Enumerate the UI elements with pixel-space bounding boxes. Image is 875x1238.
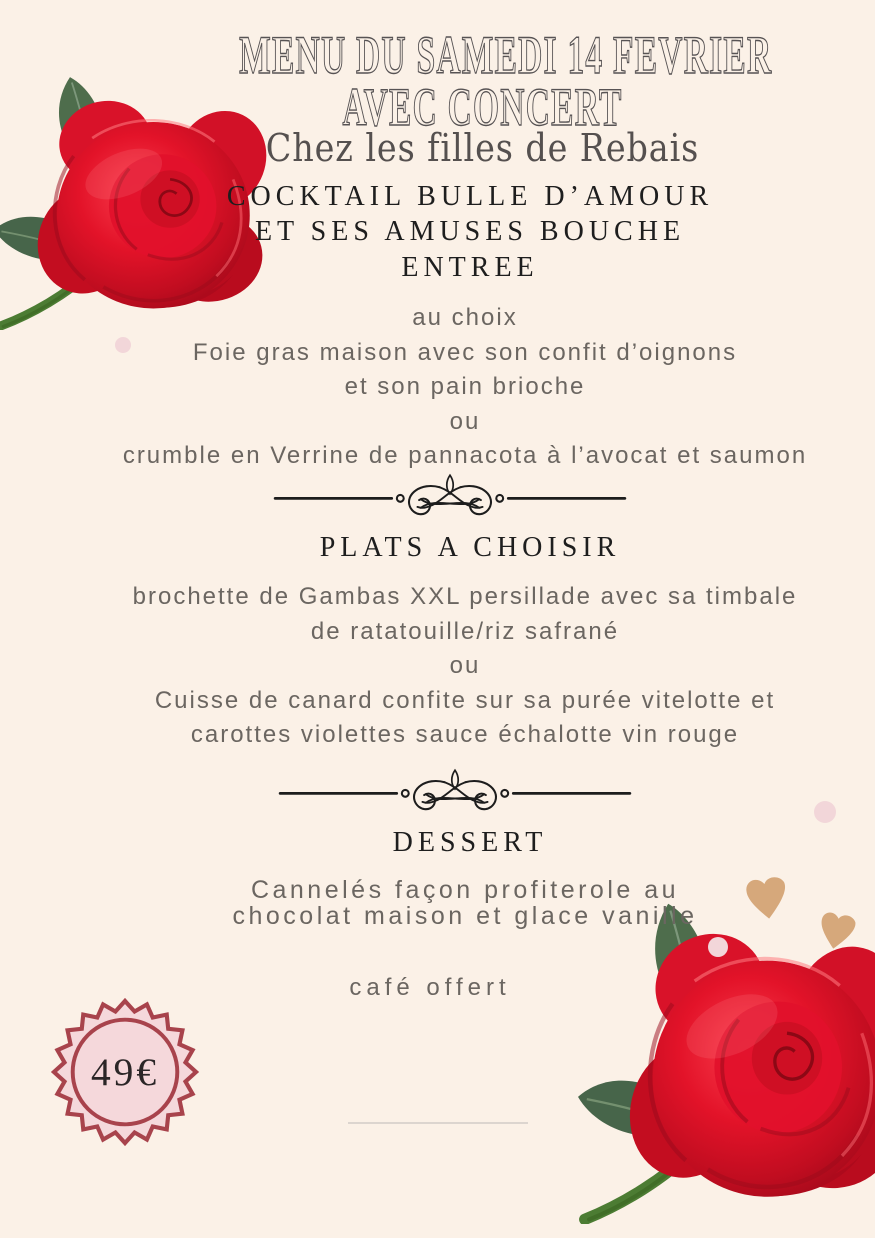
flourish-divider — [270, 470, 630, 525]
pink-dot — [814, 801, 836, 823]
dessert-items — [55, 877, 875, 929]
entree-option1-line1: Foie gras maison avec son confit d’oignons — [192, 338, 738, 366]
section-heading-plats: PLATS A CHOISIR — [319, 532, 621, 563]
coffee-note: café offert — [349, 974, 511, 1001]
cocktail-line1: COCKTAIL BULLE D’AMOUR — [226, 181, 714, 212]
dessert-line1: Cannelés façon profiterole au — [250, 876, 680, 904]
section-heading-dessert: DESSERT — [392, 827, 548, 858]
cocktail-line2: ET SES AMUSES BOUCHE — [254, 216, 686, 247]
pink-dot — [708, 937, 728, 957]
price-badge — [51, 998, 199, 1146]
plats-or-label: ou — [449, 652, 481, 680]
price-text: 49€ — [90, 1049, 160, 1094]
section-heading-entree: ENTREE — [401, 252, 539, 283]
flourish-divider — [275, 765, 635, 820]
entree-items — [55, 301, 875, 474]
plats-option2-line2: carottes violettes sauce échalotte vin rouge — [190, 721, 740, 749]
entree-option1-line2: et son pain brioche — [344, 373, 586, 401]
plats-items — [55, 580, 875, 753]
menu-title-line1: MENU DU SAMEDI 14 FEVRIER — [239, 25, 773, 85]
plats-option2-line1: Cuisse de canard confite sur sa purée vitelotte et — [154, 686, 776, 714]
entree-or-label: ou — [449, 407, 481, 435]
entree-option2: crumble en Verrine de pannacota à l’avocat et saumon — [122, 442, 808, 470]
menu-title-line2: AVEC CONCERT — [342, 77, 623, 137]
signature-line — [348, 1122, 528, 1124]
plats-option1-line2: de ratatouille/riz safrané — [310, 617, 620, 645]
venue-name: Chez les filles de Rebais — [265, 126, 700, 170]
entree-choice-note: au choix — [412, 304, 518, 331]
plats-option1-line1: brochette de Gambas XXL persillade avec sa timbale — [132, 583, 798, 610]
dessert-line2: chocolat maison et glace vanille — [232, 902, 698, 930]
